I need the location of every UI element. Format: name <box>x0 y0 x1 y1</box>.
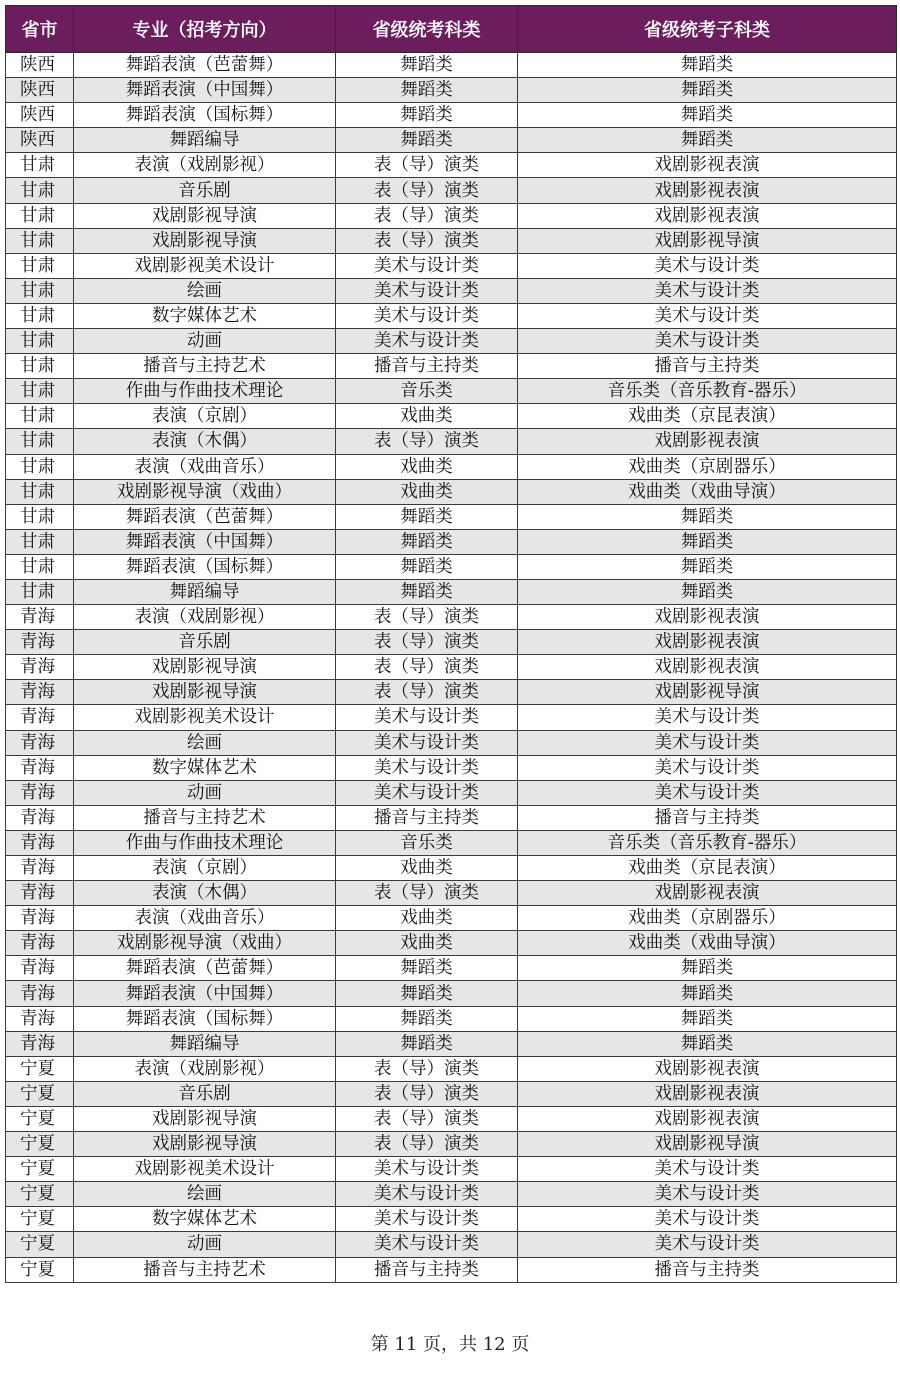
cell-exam-subcategory: 戏剧影视表演 <box>518 429 897 454</box>
cell-major: 音乐剧 <box>74 1081 336 1106</box>
cell-major: 绘画 <box>74 1182 336 1207</box>
cell-exam-subcategory: 舞蹈类 <box>518 579 897 604</box>
table-row <box>6 830 897 855</box>
cell-major: 数字媒体艺术 <box>74 1207 336 1232</box>
cell-exam-subcategory: 戏剧影视表演 <box>518 203 897 228</box>
cell-exam-category: 戏曲类 <box>336 404 518 429</box>
cell-province: 青海 <box>6 931 74 956</box>
cell-exam-subcategory: 戏剧影视表演 <box>518 1081 897 1106</box>
cell-exam-subcategory: 音乐类（音乐教育-器乐） <box>518 379 897 404</box>
cell-major: 舞蹈编导 <box>74 1031 336 1056</box>
cell-exam-category: 表（导）演类 <box>336 1132 518 1157</box>
cell-exam-category: 美术与设计类 <box>336 780 518 805</box>
table-row <box>6 630 897 655</box>
table-row <box>6 128 897 153</box>
table-row <box>6 178 897 203</box>
cell-exam-category: 表（导）演类 <box>336 228 518 253</box>
cell-major: 播音与主持艺术 <box>74 354 336 379</box>
cell-exam-subcategory: 舞蹈类 <box>518 529 897 554</box>
cell-exam-subcategory: 舞蹈类 <box>518 981 897 1006</box>
cell-exam-category: 美术与设计类 <box>336 303 518 328</box>
cell-major: 作曲与作曲技术理论 <box>74 379 336 404</box>
cell-province: 青海 <box>6 755 74 780</box>
cell-exam-category: 戏曲类 <box>336 906 518 931</box>
cell-exam-category: 美术与设计类 <box>336 1182 518 1207</box>
cell-major: 舞蹈表演（中国舞） <box>74 981 336 1006</box>
cell-province: 青海 <box>6 856 74 881</box>
cell-exam-subcategory: 戏剧影视导演 <box>518 1132 897 1157</box>
cell-province: 青海 <box>6 605 74 630</box>
cell-major: 戏剧影视导演（戏曲） <box>74 931 336 956</box>
cell-major: 舞蹈表演（中国舞） <box>74 78 336 103</box>
cell-province: 甘肃 <box>6 504 74 529</box>
cell-major: 绘画 <box>74 278 336 303</box>
cell-exam-category: 美术与设计类 <box>336 1232 518 1257</box>
table-row <box>6 354 897 379</box>
cell-exam-category: 舞蹈类 <box>336 981 518 1006</box>
table-row <box>6 1257 897 1282</box>
cell-exam-category: 美术与设计类 <box>336 1207 518 1232</box>
cell-major: 戏剧影视美术设计 <box>74 705 336 730</box>
cell-exam-subcategory: 舞蹈类 <box>518 956 897 981</box>
cell-province: 甘肃 <box>6 329 74 354</box>
cell-exam-category: 表（导）演类 <box>336 630 518 655</box>
cell-exam-subcategory: 戏曲类（京剧器乐） <box>518 454 897 479</box>
cell-major: 数字媒体艺术 <box>74 303 336 328</box>
cell-province: 宁夏 <box>6 1182 74 1207</box>
cell-exam-subcategory: 美术与设计类 <box>518 705 897 730</box>
table-row <box>6 153 897 178</box>
header-exam-subcategory: 省级统考子科类 <box>518 6 897 53</box>
cell-province: 青海 <box>6 956 74 981</box>
table-row <box>6 680 897 705</box>
cell-major: 动画 <box>74 780 336 805</box>
cell-major: 表演（京剧） <box>74 856 336 881</box>
cell-exam-subcategory: 戏剧影视导演 <box>518 228 897 253</box>
table-row <box>6 856 897 881</box>
cell-exam-subcategory: 戏剧影视表演 <box>518 1056 897 1081</box>
cell-exam-subcategory: 舞蹈类 <box>518 1031 897 1056</box>
header-major: 专业（招考方向） <box>74 6 336 53</box>
cell-major: 舞蹈编导 <box>74 579 336 604</box>
cell-province: 甘肃 <box>6 178 74 203</box>
cell-exam-category: 舞蹈类 <box>336 78 518 103</box>
cell-province: 陕西 <box>6 53 74 78</box>
cell-exam-subcategory: 戏曲类（京昆表演） <box>518 856 897 881</box>
cell-exam-subcategory: 美术与设计类 <box>518 278 897 303</box>
cell-exam-subcategory: 舞蹈类 <box>518 554 897 579</box>
cell-major: 舞蹈表演（国标舞） <box>74 1006 336 1031</box>
cell-province: 青海 <box>6 1031 74 1056</box>
table-row <box>6 1232 897 1257</box>
cell-province: 青海 <box>6 830 74 855</box>
cell-exam-category: 戏曲类 <box>336 856 518 881</box>
cell-major: 表演（木偶） <box>74 881 336 906</box>
cell-exam-category: 戏曲类 <box>336 931 518 956</box>
cell-major: 舞蹈编导 <box>74 128 336 153</box>
cell-province: 甘肃 <box>6 579 74 604</box>
cell-province: 甘肃 <box>6 153 74 178</box>
cell-exam-subcategory: 美术与设计类 <box>518 253 897 278</box>
cell-exam-subcategory: 美术与设计类 <box>518 1207 897 1232</box>
cell-province: 陕西 <box>6 103 74 128</box>
cell-major: 戏剧影视美术设计 <box>74 1157 336 1182</box>
table-row <box>6 579 897 604</box>
cell-exam-subcategory: 戏曲类（戏曲导演） <box>518 931 897 956</box>
cell-province: 甘肃 <box>6 303 74 328</box>
cell-exam-category: 美术与设计类 <box>336 253 518 278</box>
cell-major: 绘画 <box>74 730 336 755</box>
cell-exam-category: 音乐类 <box>336 379 518 404</box>
cell-exam-category: 表（导）演类 <box>336 605 518 630</box>
cell-province: 甘肃 <box>6 354 74 379</box>
cell-major: 表演（戏曲音乐） <box>74 906 336 931</box>
cell-exam-category: 播音与主持类 <box>336 805 518 830</box>
table-row <box>6 655 897 680</box>
cell-major: 戏剧影视导演 <box>74 655 336 680</box>
table-row <box>6 881 897 906</box>
cell-exam-subcategory: 美术与设计类 <box>518 1157 897 1182</box>
table-row <box>6 1006 897 1031</box>
cell-exam-category: 表（导）演类 <box>336 680 518 705</box>
cell-province: 甘肃 <box>6 454 74 479</box>
cell-province: 宁夏 <box>6 1207 74 1232</box>
cell-exam-subcategory: 戏剧影视表演 <box>518 178 897 203</box>
cell-exam-category: 美术与设计类 <box>336 278 518 303</box>
cell-exam-category: 舞蹈类 <box>336 529 518 554</box>
cell-exam-category: 舞蹈类 <box>336 504 518 529</box>
cell-exam-subcategory: 舞蹈类 <box>518 504 897 529</box>
cell-exam-subcategory: 美术与设计类 <box>518 1182 897 1207</box>
cell-exam-category: 表（导）演类 <box>336 655 518 680</box>
table-row <box>6 1182 897 1207</box>
cell-exam-subcategory: 美术与设计类 <box>518 329 897 354</box>
cell-province: 宁夏 <box>6 1257 74 1282</box>
cell-province: 青海 <box>6 705 74 730</box>
cell-major: 动画 <box>74 1232 336 1257</box>
cell-exam-category: 美术与设计类 <box>336 1157 518 1182</box>
cell-exam-category: 舞蹈类 <box>336 579 518 604</box>
cell-major: 播音与主持艺术 <box>74 1257 336 1282</box>
cell-exam-category: 表（导）演类 <box>336 1056 518 1081</box>
cell-province: 宁夏 <box>6 1081 74 1106</box>
cell-exam-subcategory: 播音与主持类 <box>518 1257 897 1282</box>
cell-province: 青海 <box>6 906 74 931</box>
cell-exam-subcategory: 戏曲类（京昆表演） <box>518 404 897 429</box>
cell-major: 表演（戏曲音乐） <box>74 454 336 479</box>
cell-exam-category: 舞蹈类 <box>336 103 518 128</box>
table-row <box>6 730 897 755</box>
cell-exam-subcategory: 音乐类（音乐教育-器乐） <box>518 830 897 855</box>
cell-province: 青海 <box>6 655 74 680</box>
cell-exam-category: 戏曲类 <box>336 454 518 479</box>
cell-exam-subcategory: 舞蹈类 <box>518 103 897 128</box>
cell-province: 甘肃 <box>6 429 74 454</box>
cell-province: 甘肃 <box>6 554 74 579</box>
table-row <box>6 981 897 1006</box>
cell-exam-subcategory: 舞蹈类 <box>518 78 897 103</box>
cell-major: 舞蹈表演（芭蕾舞） <box>74 53 336 78</box>
table-row <box>6 805 897 830</box>
table-row <box>6 780 897 805</box>
cell-exam-subcategory: 戏剧影视导演 <box>518 680 897 705</box>
cell-exam-subcategory: 戏剧影视表演 <box>518 655 897 680</box>
table-row <box>6 454 897 479</box>
cell-province: 甘肃 <box>6 404 74 429</box>
page-footer: 第 11 页，共 12 页 <box>370 1334 530 1355</box>
cell-exam-subcategory: 戏剧影视表演 <box>518 630 897 655</box>
cell-province: 青海 <box>6 1006 74 1031</box>
cell-province: 宁夏 <box>6 1232 74 1257</box>
cell-province: 甘肃 <box>6 479 74 504</box>
cell-major: 作曲与作曲技术理论 <box>74 830 336 855</box>
table-row <box>6 755 897 780</box>
cell-major: 戏剧影视导演（戏曲） <box>74 479 336 504</box>
table-row <box>6 529 897 554</box>
cell-major: 数字媒体艺术 <box>74 755 336 780</box>
cell-province: 甘肃 <box>6 253 74 278</box>
cell-exam-category: 美术与设计类 <box>336 705 518 730</box>
cell-province: 陕西 <box>6 78 74 103</box>
table-row <box>6 1056 897 1081</box>
table-row <box>6 906 897 931</box>
table-row <box>6 278 897 303</box>
cell-exam-subcategory: 戏剧影视表演 <box>518 605 897 630</box>
cell-major: 舞蹈表演（芭蕾舞） <box>74 504 336 529</box>
cell-exam-category: 表（导）演类 <box>336 153 518 178</box>
table-row <box>6 228 897 253</box>
cell-exam-category: 舞蹈类 <box>336 1031 518 1056</box>
cell-province: 宁夏 <box>6 1132 74 1157</box>
table-row <box>6 605 897 630</box>
cell-province: 青海 <box>6 805 74 830</box>
table-row <box>6 429 897 454</box>
cell-province: 青海 <box>6 881 74 906</box>
cell-exam-subcategory: 美术与设计类 <box>518 780 897 805</box>
cell-major: 动画 <box>74 329 336 354</box>
table-row <box>6 379 897 404</box>
cell-major: 表演（京剧） <box>74 404 336 429</box>
table-row <box>6 931 897 956</box>
cell-major: 表演（戏剧影视） <box>74 605 336 630</box>
cell-exam-category: 表（导）演类 <box>336 1081 518 1106</box>
cell-major: 舞蹈表演（芭蕾舞） <box>74 956 336 981</box>
table-row <box>6 203 897 228</box>
table-row <box>6 1031 897 1056</box>
table-row <box>6 554 897 579</box>
table-row <box>6 103 897 128</box>
cell-exam-subcategory: 舞蹈类 <box>518 128 897 153</box>
cell-exam-category: 美术与设计类 <box>336 329 518 354</box>
cell-exam-category: 舞蹈类 <box>336 53 518 78</box>
table-row <box>6 1157 897 1182</box>
cell-major: 戏剧影视导演 <box>74 1132 336 1157</box>
cell-major: 表演（戏剧影视） <box>74 1056 336 1081</box>
cell-exam-category: 表（导）演类 <box>336 178 518 203</box>
cell-province: 陕西 <box>6 128 74 153</box>
cell-major: 表演（戏剧影视） <box>74 153 336 178</box>
admissions-table <box>5 5 897 1283</box>
cell-exam-subcategory: 戏剧影视表演 <box>518 1106 897 1131</box>
cell-province: 甘肃 <box>6 529 74 554</box>
cell-exam-category: 舞蹈类 <box>336 1006 518 1031</box>
cell-major: 戏剧影视美术设计 <box>74 253 336 278</box>
header-exam-category: 省级统考科类 <box>336 6 518 53</box>
cell-exam-category: 美术与设计类 <box>336 755 518 780</box>
cell-province: 宁夏 <box>6 1106 74 1131</box>
cell-exam-category: 舞蹈类 <box>336 554 518 579</box>
cell-province: 青海 <box>6 981 74 1006</box>
cell-exam-category: 表（导）演类 <box>336 429 518 454</box>
cell-major: 表演（木偶） <box>74 429 336 454</box>
cell-exam-subcategory: 舞蹈类 <box>518 53 897 78</box>
cell-province: 青海 <box>6 680 74 705</box>
table-row <box>6 1081 897 1106</box>
table-row <box>6 705 897 730</box>
cell-major: 音乐剧 <box>74 178 336 203</box>
table-row <box>6 479 897 504</box>
cell-province: 甘肃 <box>6 278 74 303</box>
cell-major: 舞蹈表演（国标舞） <box>74 554 336 579</box>
cell-major: 戏剧影视导演 <box>74 680 336 705</box>
table-body <box>6 53 897 1283</box>
header-province: 省市 <box>6 6 74 53</box>
table-row <box>6 329 897 354</box>
cell-province: 宁夏 <box>6 1056 74 1081</box>
cell-exam-subcategory: 戏剧影视表演 <box>518 153 897 178</box>
table-header <box>6 6 897 53</box>
table-row <box>6 1106 897 1131</box>
cell-exam-category: 戏曲类 <box>336 479 518 504</box>
cell-exam-category: 播音与主持类 <box>336 354 518 379</box>
cell-major: 舞蹈表演（中国舞） <box>74 529 336 554</box>
cell-major: 舞蹈表演（国标舞） <box>74 103 336 128</box>
table-row <box>6 53 897 78</box>
cell-province: 甘肃 <box>6 203 74 228</box>
cell-exam-subcategory: 播音与主持类 <box>518 805 897 830</box>
table-row <box>6 253 897 278</box>
cell-province: 青海 <box>6 780 74 805</box>
cell-exam-subcategory: 播音与主持类 <box>518 354 897 379</box>
cell-major: 戏剧影视导演 <box>74 228 336 253</box>
cell-exam-category: 舞蹈类 <box>336 956 518 981</box>
cell-exam-category: 表（导）演类 <box>336 1106 518 1131</box>
cell-exam-subcategory: 美术与设计类 <box>518 755 897 780</box>
cell-major: 播音与主持艺术 <box>74 805 336 830</box>
cell-exam-subcategory: 戏曲类（京剧器乐） <box>518 906 897 931</box>
table-row <box>6 404 897 429</box>
cell-major: 音乐剧 <box>74 630 336 655</box>
table-row <box>6 504 897 529</box>
cell-exam-category: 播音与主持类 <box>336 1257 518 1282</box>
cell-province: 甘肃 <box>6 379 74 404</box>
cell-exam-category: 舞蹈类 <box>336 128 518 153</box>
cell-exam-subcategory: 戏剧影视表演 <box>518 881 897 906</box>
cell-province: 青海 <box>6 630 74 655</box>
cell-major: 戏剧影视导演 <box>74 1106 336 1131</box>
table-row <box>6 78 897 103</box>
cell-exam-subcategory: 戏曲类（戏曲导演） <box>518 479 897 504</box>
cell-exam-subcategory: 美术与设计类 <box>518 1232 897 1257</box>
cell-province: 青海 <box>6 730 74 755</box>
cell-exam-subcategory: 美术与设计类 <box>518 303 897 328</box>
cell-exam-category: 表（导）演类 <box>336 203 518 228</box>
table-row <box>6 1132 897 1157</box>
cell-exam-category: 美术与设计类 <box>336 730 518 755</box>
cell-exam-subcategory: 舞蹈类 <box>518 1006 897 1031</box>
cell-exam-category: 音乐类 <box>336 830 518 855</box>
table-row <box>6 1207 897 1232</box>
table-row <box>6 956 897 981</box>
cell-province: 宁夏 <box>6 1157 74 1182</box>
cell-province: 甘肃 <box>6 228 74 253</box>
cell-exam-subcategory: 美术与设计类 <box>518 730 897 755</box>
cell-exam-category: 表（导）演类 <box>336 881 518 906</box>
table-row <box>6 303 897 328</box>
cell-major: 戏剧影视导演 <box>74 203 336 228</box>
